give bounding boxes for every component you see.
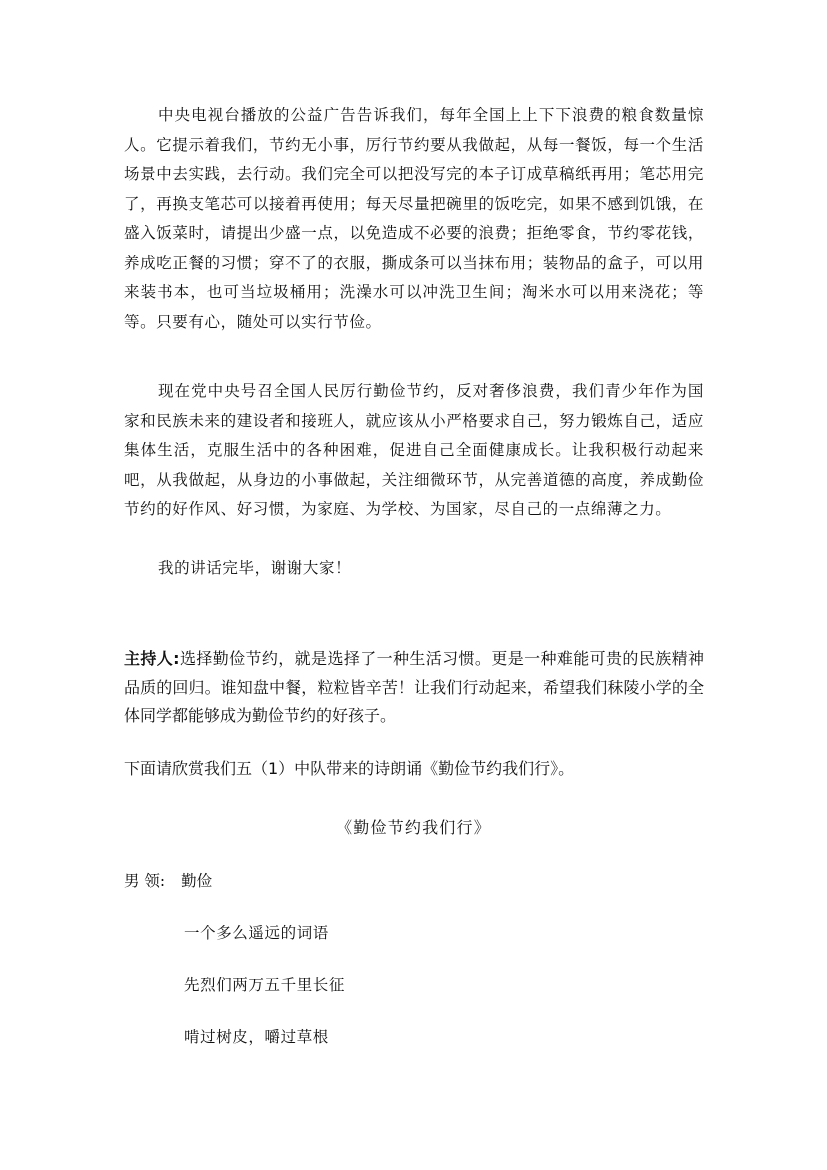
host-label: 主持人: [124,649,180,668]
poem-line: 一个多么遥远的词语 [184,924,329,942]
poem-speaker-label: 男 领: [124,872,166,890]
poem-line: 啃过树皮，嚼过草根 [184,1028,329,1046]
speech-paragraph-1: 中央电视台播放的公益广告告诉我们，每年全国上上下下浪费的粮食数量惊人。它提示着我们，节约无小事，厉行节约要从我做起，从每一餐饭，每一个生活场景中去实践，去行动。我们完全可以把没写完的本子订成草稿纸再用；笔芯用完了，再换支笔芯可以接着再使用；每天尽量把碗里的饭吃完，如果不感到饥饿，在盛入饭菜时，请提出少盛一点，以免造成不必要的浪费；拒绝零食，节约零花钱，养成吃正餐的习惯；穿不了的衣服，撕成条可以当抹布用；装物品的盒子，可以用来装书本，也可当垃圾桶用；洗澡水可以冲洗卫生间；淘米水可以用来浇花；等等。只要有心，随处可以实行节俭。 [124,106,704,331]
poem-first-word: 勤俭 [181,872,213,890]
host-text: 选择勤俭节约，就是选择了一种生活习惯。更是一种难能可贵的民族精神品质的回归。谁知盘中餐，粒粒皆辛苦！让我们行动起来，希望我们秣陵小学的全体同学都能够成为勤俭节约的好孩子。 [124,649,704,725]
host-paragraph [124,645,704,731]
speech-closing: 我的讲话完毕，谢谢大家！ [158,559,352,577]
poem-line: 先烈们两万五千里长征 [184,976,346,994]
poem-speaker-line [124,868,212,894]
poem-title: 《勤俭节约我们行》 [336,818,491,837]
speech-paragraph-2: 现在党中央号召全国人民厉行勤俭节约，反对奢侈浪费，我们青少年作为国家和民族未来的建设者和接班人，就应该从小严格要求自己，努力锻炼自己，适应集体生活，克服生活中的各种困难，促进自己全面健康成长。让我积极行动起来吧，从我做起，从身边的小事做起，关注细微环节，从完善道德的高度，养成勤俭节约的好作风、好习惯，为家庭、为学校、为国家，尽自己的一点绵薄之力。 [124,382,704,518]
poem-introduction: 下面请欣赏我们五（1）中队带来的诗朗诵《勤俭节约我们行》。 [124,759,575,778]
